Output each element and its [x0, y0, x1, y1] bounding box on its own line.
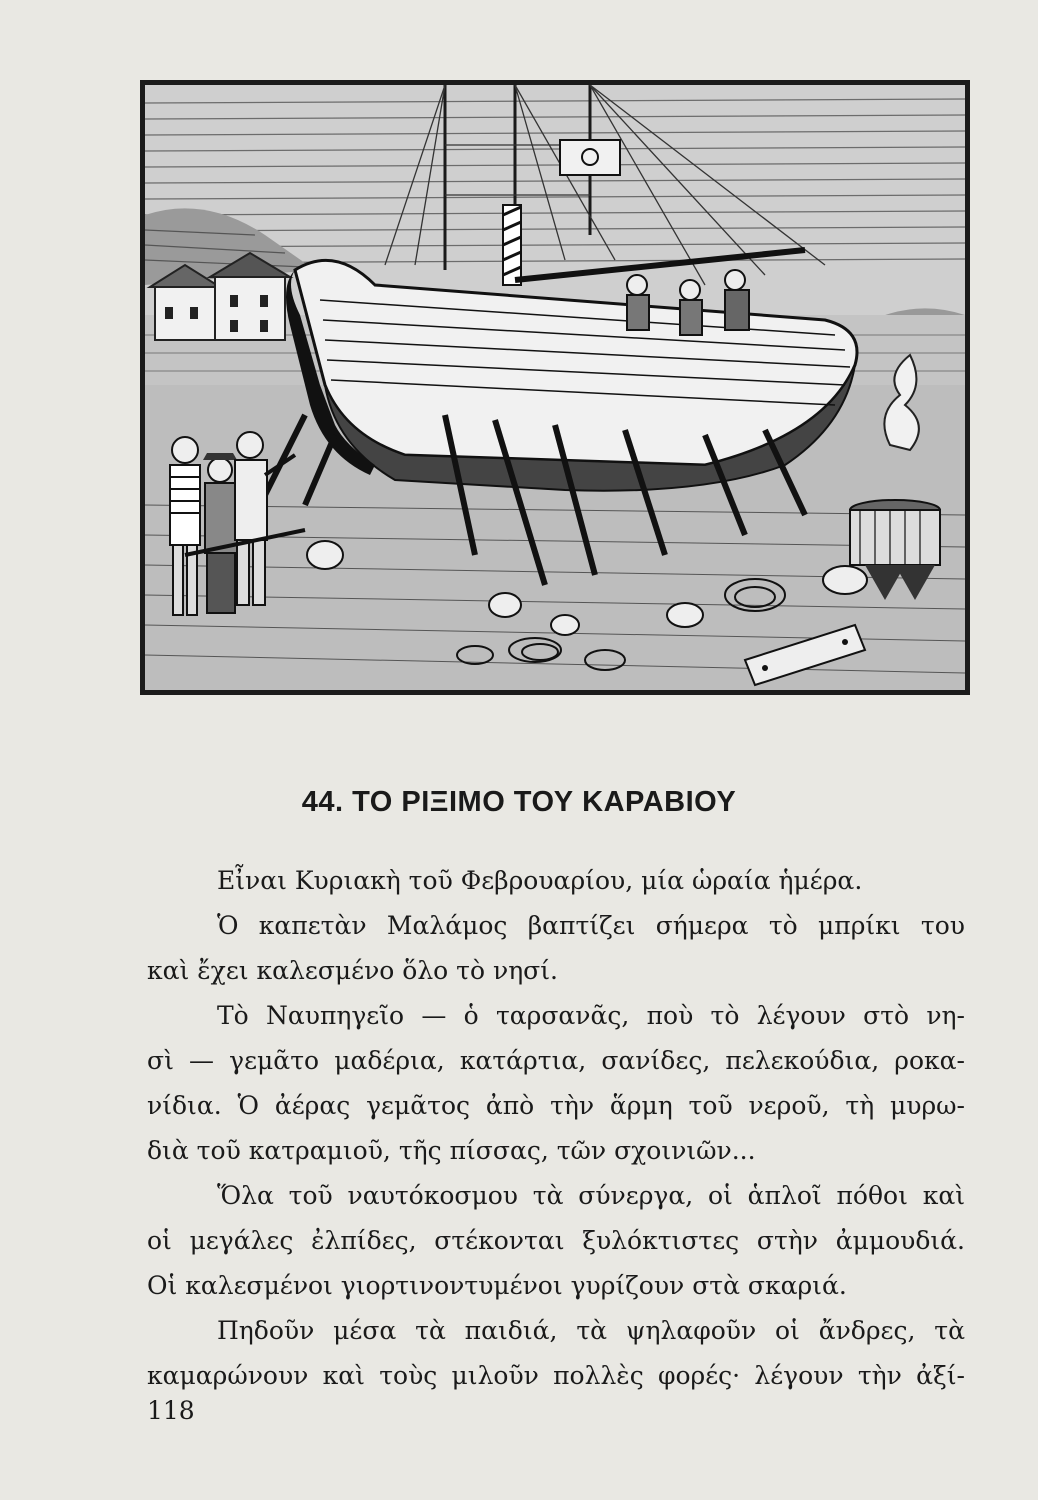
text-line: Ὁ καπετὰν Μαλάμος βαπτίζει σήμερα τὸ μπρίκι του — [217, 911, 965, 940]
text-line: Ὅλα τοῦ ναυτόκοσμου τὰ σύνεργα, οἱ ἁπλοῖ πόθοι καὶ — [217, 1181, 965, 1210]
sailors-on-deck — [627, 270, 749, 335]
page-number: 118 — [147, 1396, 195, 1425]
woodcut-drawing — [145, 85, 965, 690]
text-line: Τὸ Ναυπηγεῖο — ὁ ταρσανᾶς, ποὺ τὸ λέγουν στὸ νη- — [217, 1001, 965, 1030]
text-line: οἱ μεγάλες ἐλπίδες, στέκονται ξυλόκτιστες στὴν ἀμμουδιά. — [147, 1226, 965, 1255]
text-line: νίδια. Ὁ ἀέρας γεμᾶτος ἀπὸ τὴν ἅρμη τοῦ νεροῦ, τὴ μυρω- — [147, 1091, 965, 1120]
text-line: Οἱ καλεσμένοι γιορτινοντυμένοι γυρίζουν στὰ σκαριά. — [147, 1271, 847, 1300]
text-line: Πηδοῦν μέσα τὰ παιδιά, τὰ ψηλαφοῦν οἱ ἄνδρες, τὰ — [217, 1316, 965, 1345]
body-text — [147, 858, 965, 1398]
striped-mast — [503, 205, 521, 285]
flag — [560, 140, 620, 175]
text-line: διὰ τοῦ κατραμιοῦ, τῆς πίσσας, τῶν σχοινιῶν... — [147, 1136, 756, 1165]
text-line: καμαρώνουν καὶ τοὺς μιλοῦν πολλὲς φορές· λέγουν τὴν ἀξί- — [147, 1361, 965, 1390]
chapter-title: 44. ΤΟ ΡΙΞΙΜΟ ΤΟΥ ΚΑΡΑΒΙΟΥ — [301, 786, 737, 818]
text-line: σὶ — γεμᾶτο μαδέρια, κατάρτια, σανίδες, πελεκούδια, ροκα- — [147, 1046, 965, 1075]
boat-launch-illustration — [140, 80, 970, 695]
text-line: Εἶναι Κυριακὴ τοῦ Φεβρουαρίου, μία ὡραία ἡμέρα. — [217, 866, 863, 895]
text-line: καὶ ἔχει καλεσμένο ὅλο τὸ νησί. — [147, 956, 558, 985]
